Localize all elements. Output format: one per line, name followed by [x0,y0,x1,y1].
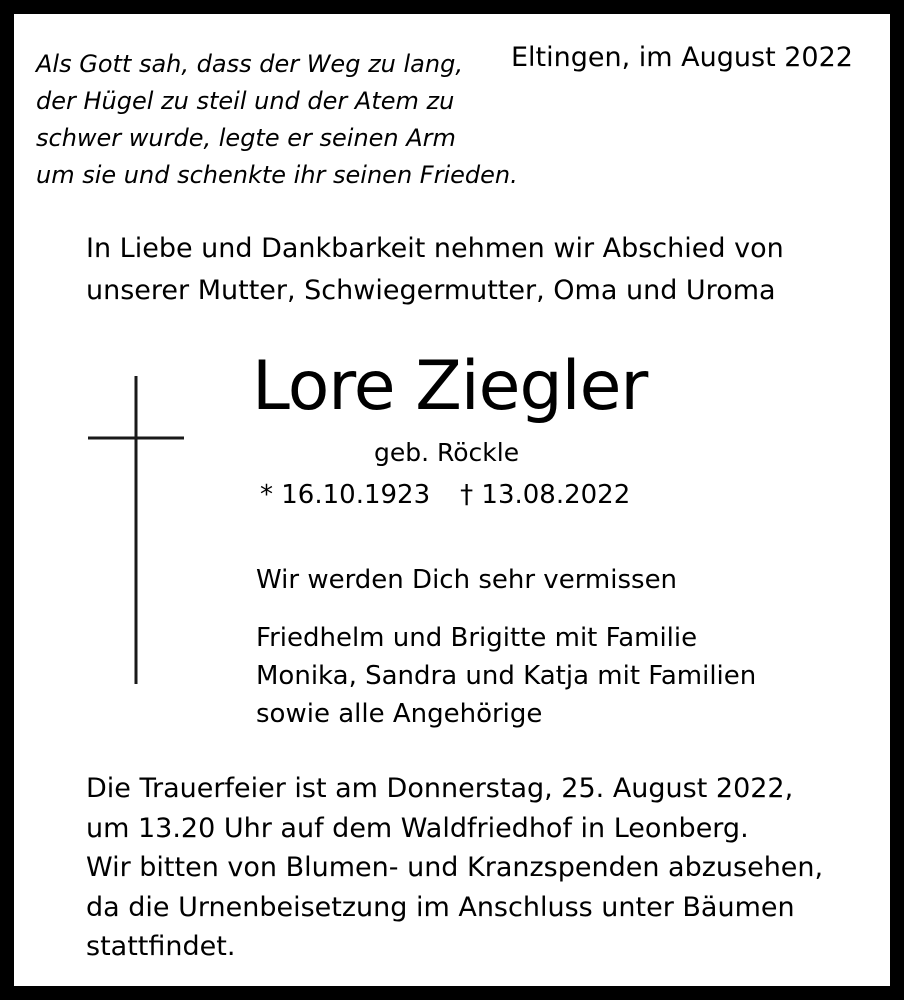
quote-line: Als Gott sah, dass der Weg zu lang, [36,50,463,78]
obituary-notice [14,14,890,986]
funeral-line: Die Trauerfeier ist am Donnerstag, 25. August 2022, [86,773,794,804]
funeral-info [86,769,823,967]
death-date: † 13.08.2022 [460,480,631,510]
funeral-line: stattfindet. [86,931,236,962]
intro-line: In Liebe und Dankbarkeit nehmen wir Abschied von [86,233,784,264]
life-dates [260,480,630,510]
quote-line: schwer wurde, legte er seinen Arm [36,124,456,152]
maiden-name: geb. Röckle [374,438,520,467]
funeral-line: Wir bitten von Blumen- und Kranzspenden abzusehen, [86,852,824,883]
deceased-name: Lore Ziegler [252,347,648,426]
intro-text [86,228,784,312]
mourner-line: sowie alle Angehörige [256,699,543,729]
funeral-line: da die Urnenbeisetzung im Anschluss unter Bäumen [86,891,795,923]
mourner-line: Friedhelm und Brigitte mit Familie [256,623,698,653]
farewell-line: Wir werden Dich sehr vermissen [256,565,678,595]
cross-icon [84,374,194,694]
place-and-date: Eltingen, im August 2022 [511,42,853,73]
mourner-line: Monika, Sandra und Katja mit Familien [256,661,757,691]
quote-line: um sie und schenkte ihr seinen Frieden. [36,161,518,189]
memorial-quote [36,46,518,194]
mourners-list [256,619,756,733]
quote-line: der Hügel zu steil und der Atem zu [36,87,455,115]
funeral-line: um 13.20 Uhr auf dem Waldfriedhof in Leonberg. [86,812,749,844]
birth-date: * 16.10.1923 [260,480,431,510]
intro-line: unserer Mutter, Schwiegermutter, Oma und Uroma [86,275,776,306]
